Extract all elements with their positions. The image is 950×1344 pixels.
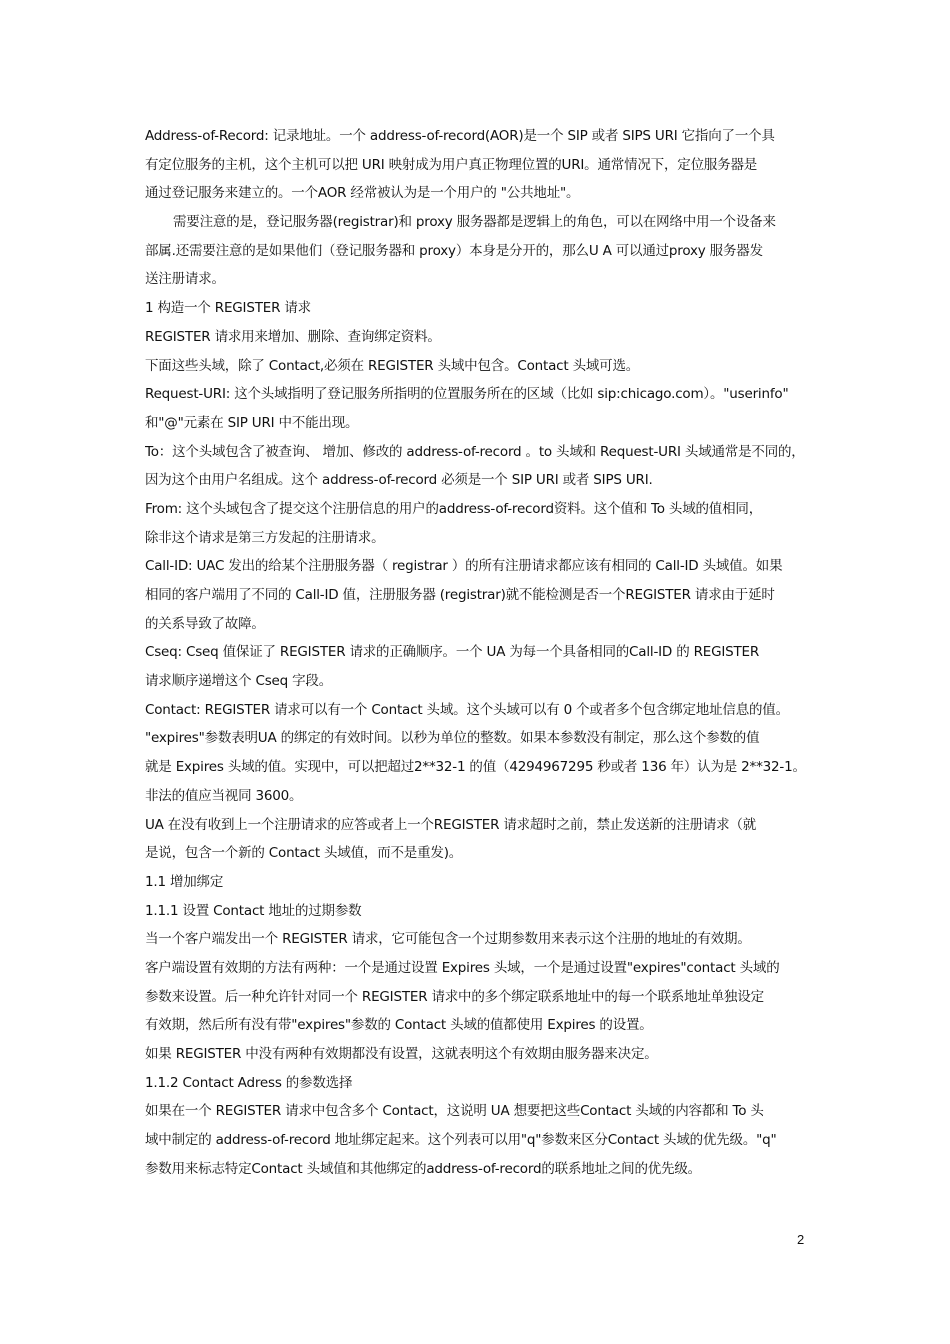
text-line: 参数来设置。后一种允许针对同一个 REGISTER 请求中的多个绑定联系地址中的每一个联系地址单独设定 — [145, 988, 764, 1005]
text-line: 部属.还需要注意的是如果他们（登记服务器和 proxy）本身是分开的，那么U A 可以通过proxy 服务器发 — [145, 242, 763, 259]
text-line: Call-ID: UAC 发出的给某个注册服务器（ registrar ）的所有注册请求都应该有相同的 Call-ID 头域值。如果 — [145, 558, 783, 575]
text-line: 需要注意的是，登记服务器(registrar)和 proxy 服务器都是逻辑上的角色，可以在网络中用一个设备来 — [173, 214, 776, 231]
text-line: 有效期，然后所有没有带"expires"参数的 Contact 头域的值都使用 Expires 的设置。 — [145, 1017, 653, 1034]
text-line: UA 在没有收到上一个注册请求的应答或者上一个REGISTER 请求超时之前，禁止发送新的注册请求（就 — [145, 816, 757, 833]
text-line: 通过登记服务来建立的。一个AOR 经常被认为是一个用户的 "公共地址"。 — [145, 185, 580, 202]
text-line: 就是 Expires 头域的值。实现中，可以把超过2**32-1 的值（4294967295 秒或者 136 年）认为是 2**32-1。 — [145, 759, 806, 776]
text-line: 当一个客户端发出一个 REGISTER 请求，它可能包含一个过期参数用来表示这个注册的地址的有效期。 — [145, 931, 751, 948]
text-line: 客户端设置有效期的方法有两种：一个是通过设置 Expires 头域，一个是通过设置"expires"contact 头域的 — [145, 959, 780, 976]
text-line: 的关系导致了故障。 — [145, 615, 265, 632]
text-line: Contact: REGISTER 请求可以有一个 Contact 头域。这个头域可以有 0 个或者多个包含绑定地址信息的值。 — [145, 701, 789, 718]
text-line: "expires"参数表明UA 的绑定的有效时间。以秒为单位的整数。如果本参数没有制定，那么这个参数的值 — [145, 730, 760, 747]
text-line: REGISTER 请求用来增加、删除、查询绑定资料。 — [145, 328, 441, 345]
text-line: 非法的值应当视同 3600。 — [145, 787, 303, 804]
text-line: 如果在一个 REGISTER 请求中包含多个 Contact，这说明 UA 想要把这些Contact 头域的内容都和 To 头 — [145, 1103, 764, 1120]
text-line: To：这个头域包含了被查询、 增加、修改的 address-of-record 。to 头域和 Request-URI 头域通常是不同的， — [145, 443, 805, 460]
section-heading: 1.1.2 Contact Adress 的参数选择 — [145, 1074, 353, 1091]
text-line: 因为这个由用户名组成。这个 address-of-record 必须是一个 SIP URI 或者 SIPS URI. — [145, 472, 653, 489]
text-line: Cseq: Cseq 值保证了 REGISTER 请求的正确顺序。一个 UA 为每一个具备相同的Call-ID 的 REGISTER — [145, 644, 760, 661]
page-number: 2 — [797, 1232, 805, 1247]
text-line: 下面这些头域，除了 Contact,必须在 REGISTER 头域中包含。Contact 头域可选。 — [145, 357, 640, 374]
text-line: 如果 REGISTER 中没有两种有效期都没有设置，这就表明这个有效期由服务器来决定。 — [145, 1046, 658, 1062]
text-line: 相同的客户端用了不同的 Call-ID 值，注册服务器 (registrar)就不能检测是否一个REGISTER 请求由于延时 — [145, 587, 775, 603]
section-heading: 1.1 增加绑定 — [145, 873, 224, 890]
text-line: 和"@"元素在 SIP URI 中不能出现。 — [145, 414, 359, 431]
text-line: 请求顺序递增这个 Cseq 字段。 — [145, 673, 333, 690]
text-line: 有定位服务的主机，这个主机可以把 URI 映射成为用户真正物理位置的URI。通常情况下，定位服务器是 — [145, 156, 758, 173]
document-body — [145, 122, 817, 1183]
text-line: 域中制定的 address-of-record 地址绑定起来。这个列表可以用"q"参数来区分Contact 头域的优先级。"q" — [145, 1132, 777, 1149]
section-heading: 1.1.1 设置 Contact 地址的过期参数 — [145, 902, 362, 919]
text-line: From: 这个头域包含了提交这个注册信息的用户的address-of-record资料。这个值和 To 头域的值相同， — [145, 500, 763, 517]
text-line: Address-of-Record: 记录地址。一个 address-of-record(AOR)是一个 SIP 或者 SIPS URI 它指向了一个具 — [145, 128, 775, 144]
section-heading: 1 构造一个 REGISTER 请求 — [145, 300, 311, 317]
text-line: Request-URI: 这个头域指明了登记服务所指明的位置服务所在的区域（比如 sip:chicago.com）。"userinfo" — [145, 386, 789, 403]
text-line: 送注册请求。 — [145, 271, 225, 288]
text-line: 除非这个请求是第三方发起的注册请求。 — [145, 529, 385, 546]
text-line: 是说，包含一个新的 Contact 头域值，而不是重发)。 — [145, 845, 463, 862]
text-line: 参数用来标志特定Contact 头域值和其他绑定的address-of-record的联系地址之间的优先级。 — [145, 1160, 701, 1177]
